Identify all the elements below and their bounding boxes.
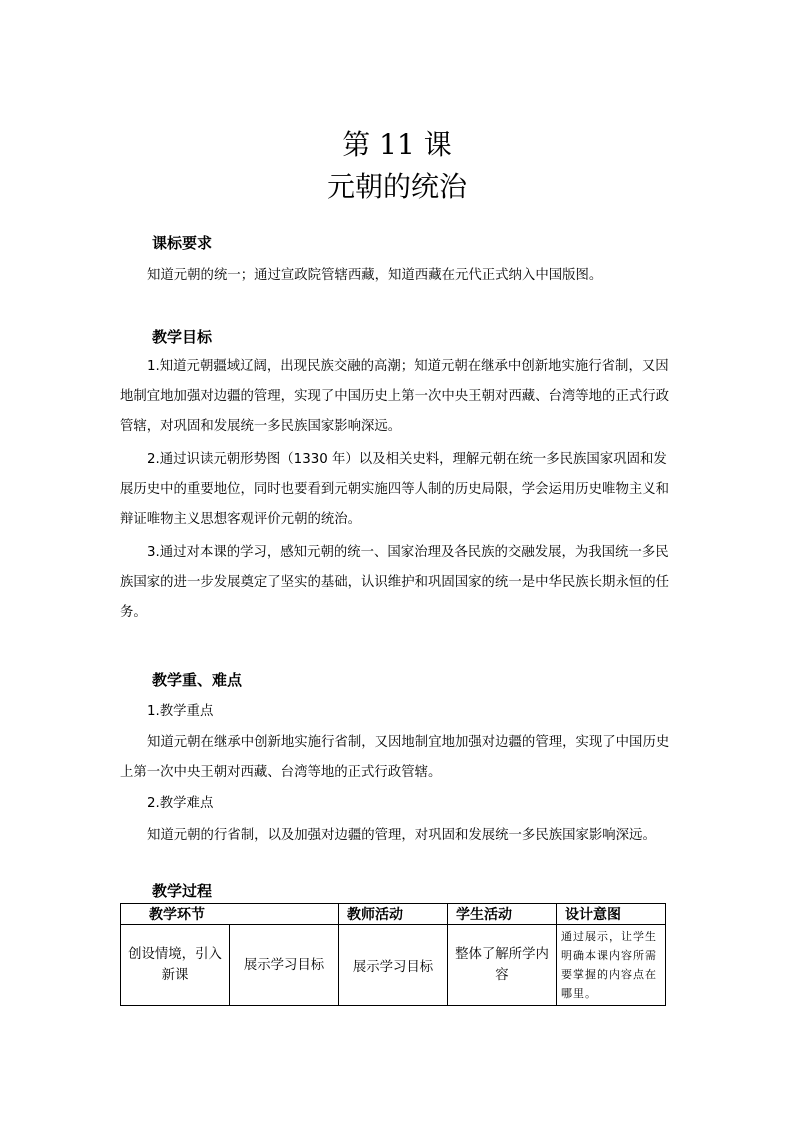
cell-stage: 创设情境，引入新课: [121, 925, 230, 1006]
objective-item-2: 2.通过识读元朝形势图（1330 年）以及相关史料，理解元朝在统一多民族国家巩固和发展历史中的重要地位，同时也要看到元朝实施四等人制的历史局限，学会运用历史唯物主义和辩证唯物主义思想客观评价元朝的统治。: [120, 452, 670, 527]
process-heading: 教学过程: [152, 882, 213, 900]
cell-student: 整体了解所学内容: [448, 925, 557, 1006]
cell-teacher: 展示学习目标: [339, 925, 448, 1006]
header-intent: 设计意图: [557, 904, 666, 925]
table-header-row: [121, 904, 666, 925]
objectives-heading: 教学目标: [152, 328, 213, 346]
table-row: [121, 925, 666, 1006]
key-points-heading: 教学重、难点: [152, 671, 243, 689]
requirements-text: 知道元朝的统一；通过宣政院管辖西藏，知道西藏在元代正式纳入中国版图。: [147, 268, 603, 283]
header-teacher: 教师活动: [339, 904, 448, 925]
process-table: [120, 903, 666, 1006]
cell-intent: 通过展示，让学生明确本课内容所需要掌握的内容点在哪里。: [557, 925, 666, 1006]
lesson-number: 第 11 课: [342, 128, 452, 161]
difficult-point-label: 2.教学难点: [147, 796, 214, 811]
lesson-title: 元朝的统治: [326, 170, 467, 203]
key-point-label: 1.教学重点: [147, 704, 214, 719]
difficult-point-text: 知道元朝的行省制，以及加强对边疆的管理，对巩固和发展统一多民族国家影响深远。: [147, 828, 656, 843]
header-student: 学生活动: [448, 904, 557, 925]
header-stage: 教学环节: [121, 904, 339, 925]
key-point-text: 知道元朝在继承中创新地实施行省制，又因地制宜地加强对边疆的管理，实现了中国历史上第一次中央王朝对西藏、台湾等地的正式行政管辖。: [120, 735, 670, 780]
requirements-heading: 课标要求: [152, 234, 213, 252]
cell-step: 展示学习目标: [230, 925, 339, 1006]
objective-item-1: 1.知道元朝疆域辽阔，出现民族交融的高潮；知道元朝在继承中创新地实施行省制，又因地制宜地加强对边疆的管理，实现了中国历史上第一次中央王朝对西藏、台湾等地的正式行政管辖，对巩固和发展统一多民族国家影响深远。: [120, 359, 670, 434]
objective-item-3: 3.通过对本课的学习，感知元朝的统一、国家治理及各民族的交融发展，为我国统一多民族国家的进一步发展奠定了坚实的基础，认识维护和巩固国家的统一是中华民族长期永恒的任务。: [120, 545, 670, 620]
